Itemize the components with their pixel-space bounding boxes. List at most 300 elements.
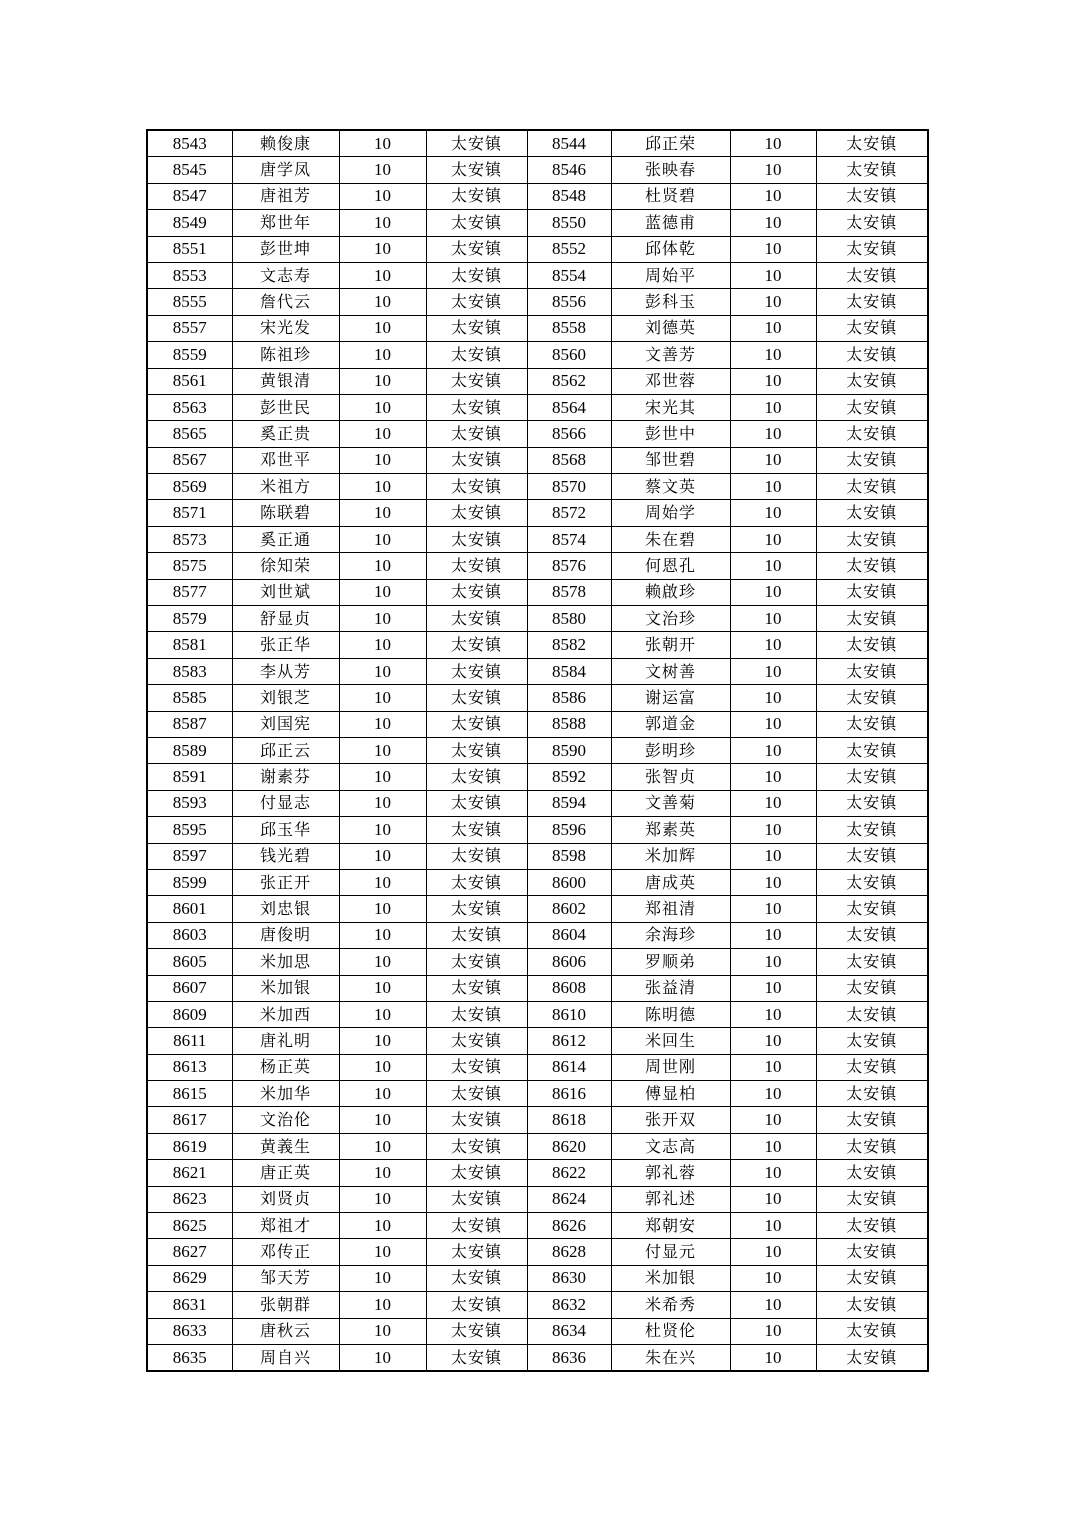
cell-id: 8610 <box>527 1001 611 1027</box>
cell-name: 周始学 <box>611 500 730 526</box>
cell-town: 太安镇 <box>426 949 527 975</box>
cell-amount: 10 <box>730 737 816 763</box>
cell-name: 米加银 <box>611 1265 730 1291</box>
cell-town: 太安镇 <box>426 632 527 658</box>
cell-town: 太安镇 <box>816 1213 928 1239</box>
cell-town: 太安镇 <box>816 1186 928 1212</box>
cell-id: 8570 <box>527 474 611 500</box>
cell-name: 杜贤碧 <box>611 183 730 209</box>
cell-town: 太安镇 <box>426 975 527 1001</box>
cell-id: 8636 <box>527 1344 611 1371</box>
cell-amount: 10 <box>339 1001 426 1027</box>
cell-name: 钱光碧 <box>232 843 339 869</box>
cell-name: 舒显贞 <box>232 606 339 632</box>
table-row <box>147 869 928 895</box>
cell-amount: 10 <box>339 579 426 605</box>
cell-name: 彭世中 <box>611 421 730 447</box>
cell-town: 太安镇 <box>816 1028 928 1054</box>
cell-amount: 10 <box>730 869 816 895</box>
records-table <box>146 129 929 1372</box>
cell-amount: 10 <box>730 764 816 790</box>
cell-town: 太安镇 <box>426 183 527 209</box>
cell-amount: 10 <box>339 817 426 843</box>
cell-town: 太安镇 <box>816 157 928 183</box>
cell-amount: 10 <box>730 474 816 500</box>
cell-town: 太安镇 <box>426 1239 527 1265</box>
cell-id: 8613 <box>147 1054 232 1080</box>
cell-id: 8622 <box>527 1160 611 1186</box>
cell-name: 郭礼述 <box>611 1186 730 1212</box>
cell-amount: 10 <box>339 711 426 737</box>
cell-name: 邹世碧 <box>611 447 730 473</box>
cell-id: 8630 <box>527 1265 611 1291</box>
cell-town: 太安镇 <box>426 817 527 843</box>
cell-town: 太安镇 <box>426 1107 527 1133</box>
cell-town: 太安镇 <box>426 368 527 394</box>
cell-id: 8617 <box>147 1107 232 1133</box>
cell-id: 8612 <box>527 1028 611 1054</box>
cell-town: 太安镇 <box>426 130 527 157</box>
cell-name: 文善菊 <box>611 790 730 816</box>
cell-id: 8602 <box>527 896 611 922</box>
cell-amount: 10 <box>730 1107 816 1133</box>
cell-amount: 10 <box>730 394 816 420</box>
cell-town: 太安镇 <box>816 342 928 368</box>
cell-name: 宋光发 <box>232 315 339 341</box>
cell-town: 太安镇 <box>816 262 928 288</box>
table-row <box>147 1001 928 1027</box>
cell-name: 郑素英 <box>611 817 730 843</box>
cell-town: 太安镇 <box>816 790 928 816</box>
cell-town: 太安镇 <box>816 632 928 658</box>
cell-id: 8633 <box>147 1318 232 1344</box>
cell-town: 太安镇 <box>426 737 527 763</box>
cell-town: 太安镇 <box>816 579 928 605</box>
table-row <box>147 183 928 209</box>
cell-name: 彭科玉 <box>611 289 730 315</box>
cell-amount: 10 <box>339 1265 426 1291</box>
cell-id: 8571 <box>147 500 232 526</box>
cell-amount: 10 <box>730 1081 816 1107</box>
cell-town: 太安镇 <box>426 210 527 236</box>
cell-name: 谢素芬 <box>232 764 339 790</box>
cell-town: 太安镇 <box>426 342 527 368</box>
cell-amount: 10 <box>339 183 426 209</box>
cell-name: 谢运富 <box>611 685 730 711</box>
cell-name: 郑朝安 <box>611 1213 730 1239</box>
cell-town: 太安镇 <box>816 1160 928 1186</box>
cell-amount: 10 <box>339 1081 426 1107</box>
cell-town: 太安镇 <box>816 289 928 315</box>
cell-id: 8601 <box>147 896 232 922</box>
cell-amount: 10 <box>730 790 816 816</box>
cell-name: 唐祖芳 <box>232 183 339 209</box>
cell-town: 太安镇 <box>426 447 527 473</box>
cell-amount: 10 <box>730 183 816 209</box>
cell-name: 张益清 <box>611 975 730 1001</box>
table-row <box>147 236 928 262</box>
cell-id: 8592 <box>527 764 611 790</box>
cell-town: 太安镇 <box>426 1133 527 1159</box>
cell-town: 太安镇 <box>426 1213 527 1239</box>
cell-id: 8544 <box>527 130 611 157</box>
cell-id: 8590 <box>527 737 611 763</box>
cell-town: 太安镇 <box>426 711 527 737</box>
cell-amount: 10 <box>730 526 816 552</box>
cell-name: 邱正荣 <box>611 130 730 157</box>
cell-name: 文志寿 <box>232 262 339 288</box>
table-row <box>147 474 928 500</box>
cell-town: 太安镇 <box>426 1081 527 1107</box>
cell-id: 8548 <box>527 183 611 209</box>
cell-name: 张智贞 <box>611 764 730 790</box>
cell-name: 米加华 <box>232 1081 339 1107</box>
cell-id: 8581 <box>147 632 232 658</box>
cell-id: 8587 <box>147 711 232 737</box>
cell-name: 文治珍 <box>611 606 730 632</box>
cell-id: 8628 <box>527 1239 611 1265</box>
cell-amount: 10 <box>730 1292 816 1318</box>
cell-name: 张朝开 <box>611 632 730 658</box>
cell-town: 太安镇 <box>816 606 928 632</box>
cell-name: 郑世年 <box>232 210 339 236</box>
table-row <box>147 658 928 684</box>
cell-amount: 10 <box>339 342 426 368</box>
cell-id: 8566 <box>527 421 611 447</box>
table-row <box>147 157 928 183</box>
table-row <box>147 975 928 1001</box>
cell-amount: 10 <box>339 236 426 262</box>
cell-town: 太安镇 <box>426 579 527 605</box>
cell-amount: 10 <box>730 949 816 975</box>
cell-town: 太安镇 <box>816 236 928 262</box>
cell-town: 太安镇 <box>816 1133 928 1159</box>
cell-id: 8575 <box>147 553 232 579</box>
cell-name: 奚正贵 <box>232 421 339 447</box>
cell-id: 8609 <box>147 1001 232 1027</box>
cell-amount: 10 <box>339 1239 426 1265</box>
cell-town: 太安镇 <box>816 368 928 394</box>
cell-amount: 10 <box>339 526 426 552</box>
cell-amount: 10 <box>339 843 426 869</box>
cell-amount: 10 <box>730 342 816 368</box>
table-row <box>147 606 928 632</box>
cell-amount: 10 <box>730 130 816 157</box>
table-row <box>147 394 928 420</box>
cell-name: 邱正云 <box>232 737 339 763</box>
table-row <box>147 1133 928 1159</box>
cell-name: 付显元 <box>611 1239 730 1265</box>
cell-amount: 10 <box>730 632 816 658</box>
cell-id: 8554 <box>527 262 611 288</box>
table-row <box>147 1028 928 1054</box>
cell-amount: 10 <box>339 1292 426 1318</box>
cell-amount: 10 <box>339 447 426 473</box>
cell-town: 太安镇 <box>426 553 527 579</box>
cell-amount: 10 <box>339 1160 426 1186</box>
cell-town: 太安镇 <box>816 1239 928 1265</box>
cell-amount: 10 <box>730 606 816 632</box>
cell-name: 张映春 <box>611 157 730 183</box>
cell-id: 8632 <box>527 1292 611 1318</box>
cell-name: 唐秋云 <box>232 1318 339 1344</box>
cell-amount: 10 <box>339 1107 426 1133</box>
cell-amount: 10 <box>730 1213 816 1239</box>
cell-amount: 10 <box>730 1054 816 1080</box>
cell-name: 徐知荣 <box>232 553 339 579</box>
cell-amount: 10 <box>339 1028 426 1054</box>
cell-name: 奚正通 <box>232 526 339 552</box>
cell-town: 太安镇 <box>816 1081 928 1107</box>
cell-amount: 10 <box>730 817 816 843</box>
cell-amount: 10 <box>339 1133 426 1159</box>
cell-id: 8547 <box>147 183 232 209</box>
cell-id: 8576 <box>527 553 611 579</box>
cell-name: 张朝群 <box>232 1292 339 1318</box>
cell-name: 张开双 <box>611 1107 730 1133</box>
cell-name: 刘国宪 <box>232 711 339 737</box>
cell-town: 太安镇 <box>426 1265 527 1291</box>
cell-id: 8561 <box>147 368 232 394</box>
cell-amount: 10 <box>339 869 426 895</box>
cell-id: 8557 <box>147 315 232 341</box>
cell-town: 太安镇 <box>816 1001 928 1027</box>
cell-town: 太安镇 <box>426 843 527 869</box>
cell-town: 太安镇 <box>426 315 527 341</box>
table-row <box>147 737 928 763</box>
cell-town: 太安镇 <box>816 1344 928 1371</box>
cell-amount: 10 <box>339 289 426 315</box>
cell-name: 李从芳 <box>232 658 339 684</box>
table-row <box>147 421 928 447</box>
cell-town: 太安镇 <box>816 1107 928 1133</box>
cell-town: 太安镇 <box>816 764 928 790</box>
cell-name: 刘德英 <box>611 315 730 341</box>
table-row <box>147 500 928 526</box>
cell-name: 邓传正 <box>232 1239 339 1265</box>
cell-amount: 10 <box>730 553 816 579</box>
cell-town: 太安镇 <box>426 500 527 526</box>
cell-name: 陈祖珍 <box>232 342 339 368</box>
table-row <box>147 315 928 341</box>
cell-amount: 10 <box>730 658 816 684</box>
cell-id: 8556 <box>527 289 611 315</box>
cell-amount: 10 <box>339 1318 426 1344</box>
cell-amount: 10 <box>730 1344 816 1371</box>
table-row <box>147 896 928 922</box>
table-row <box>147 368 928 394</box>
cell-amount: 10 <box>339 896 426 922</box>
cell-town: 太安镇 <box>426 1001 527 1027</box>
cell-id: 8594 <box>527 790 611 816</box>
cell-town: 太安镇 <box>426 1292 527 1318</box>
table-row <box>147 1292 928 1318</box>
table-row <box>147 262 928 288</box>
cell-id: 8549 <box>147 210 232 236</box>
cell-town: 太安镇 <box>816 130 928 157</box>
cell-id: 8600 <box>527 869 611 895</box>
cell-town: 太安镇 <box>426 1028 527 1054</box>
cell-amount: 10 <box>730 1001 816 1027</box>
cell-town: 太安镇 <box>816 526 928 552</box>
cell-name: 周自兴 <box>232 1344 339 1371</box>
cell-id: 8546 <box>527 157 611 183</box>
cell-id: 8629 <box>147 1265 232 1291</box>
cell-id: 8620 <box>527 1133 611 1159</box>
cell-id: 8616 <box>527 1081 611 1107</box>
cell-id: 8578 <box>527 579 611 605</box>
table-row <box>147 342 928 368</box>
cell-amount: 10 <box>339 421 426 447</box>
cell-amount: 10 <box>730 711 816 737</box>
cell-town: 太安镇 <box>426 606 527 632</box>
table-row <box>147 553 928 579</box>
cell-town: 太安镇 <box>816 843 928 869</box>
cell-amount: 10 <box>339 1344 426 1371</box>
cell-amount: 10 <box>339 764 426 790</box>
cell-amount: 10 <box>730 1028 816 1054</box>
cell-id: 8624 <box>527 1186 611 1212</box>
cell-id: 8574 <box>527 526 611 552</box>
cell-name: 郑祖才 <box>232 1213 339 1239</box>
cell-id: 8585 <box>147 685 232 711</box>
table-row <box>147 579 928 605</box>
cell-town: 太安镇 <box>816 737 928 763</box>
cell-amount: 10 <box>730 236 816 262</box>
cell-town: 太安镇 <box>426 1318 527 1344</box>
cell-town: 太安镇 <box>426 289 527 315</box>
cell-town: 太安镇 <box>816 1292 928 1318</box>
cell-id: 8631 <box>147 1292 232 1318</box>
cell-name: 蔡文英 <box>611 474 730 500</box>
cell-id: 8625 <box>147 1213 232 1239</box>
table-row <box>147 922 928 948</box>
cell-id: 8608 <box>527 975 611 1001</box>
cell-amount: 10 <box>730 447 816 473</box>
cell-name: 杨正英 <box>232 1054 339 1080</box>
cell-name: 文志高 <box>611 1133 730 1159</box>
cell-id: 8619 <box>147 1133 232 1159</box>
cell-town: 太安镇 <box>426 394 527 420</box>
table-row <box>147 210 928 236</box>
cell-id: 8589 <box>147 737 232 763</box>
cell-name: 赖俊康 <box>232 130 339 157</box>
cell-amount: 10 <box>730 1265 816 1291</box>
table-row <box>147 130 928 157</box>
cell-name: 邱体乾 <box>611 236 730 262</box>
cell-amount: 10 <box>339 262 426 288</box>
table-row <box>147 790 928 816</box>
table-row <box>147 1160 928 1186</box>
cell-amount: 10 <box>339 157 426 183</box>
cell-id: 8577 <box>147 579 232 605</box>
cell-name: 唐礼明 <box>232 1028 339 1054</box>
cell-town: 太安镇 <box>816 1054 928 1080</box>
cell-id: 8573 <box>147 526 232 552</box>
cell-name: 张正开 <box>232 869 339 895</box>
cell-id: 8572 <box>527 500 611 526</box>
cell-name: 文善芳 <box>611 342 730 368</box>
cell-amount: 10 <box>730 1239 816 1265</box>
cell-name: 周始平 <box>611 262 730 288</box>
cell-name: 傅显柏 <box>611 1081 730 1107</box>
cell-id: 8567 <box>147 447 232 473</box>
cell-id: 8634 <box>527 1318 611 1344</box>
table-row <box>147 1107 928 1133</box>
cell-amount: 10 <box>339 1186 426 1212</box>
cell-id: 8583 <box>147 658 232 684</box>
cell-id: 8550 <box>527 210 611 236</box>
cell-amount: 10 <box>339 553 426 579</box>
cell-town: 太安镇 <box>816 553 928 579</box>
cell-town: 太安镇 <box>816 394 928 420</box>
cell-town: 太安镇 <box>816 1265 928 1291</box>
cell-amount: 10 <box>730 843 816 869</box>
table-row <box>147 1186 928 1212</box>
table-row <box>147 526 928 552</box>
cell-id: 8618 <box>527 1107 611 1133</box>
cell-id: 8604 <box>527 922 611 948</box>
cell-id: 8635 <box>147 1344 232 1371</box>
cell-name: 刘贤贞 <box>232 1186 339 1212</box>
cell-id: 8562 <box>527 368 611 394</box>
cell-name: 赖啟珍 <box>611 579 730 605</box>
cell-town: 太安镇 <box>816 1318 928 1344</box>
cell-name: 米回生 <box>611 1028 730 1054</box>
cell-id: 8593 <box>147 790 232 816</box>
cell-name: 唐成英 <box>611 869 730 895</box>
cell-name: 彭世坤 <box>232 236 339 262</box>
cell-amount: 10 <box>339 737 426 763</box>
cell-town: 太安镇 <box>816 817 928 843</box>
cell-name: 郭礼蓉 <box>611 1160 730 1186</box>
cell-town: 太安镇 <box>816 685 928 711</box>
cell-id: 8584 <box>527 658 611 684</box>
cell-amount: 10 <box>339 1213 426 1239</box>
table-row <box>147 289 928 315</box>
cell-town: 太安镇 <box>426 157 527 183</box>
cell-amount: 10 <box>339 790 426 816</box>
cell-id: 8614 <box>527 1054 611 1080</box>
cell-amount: 10 <box>730 262 816 288</box>
cell-amount: 10 <box>730 1133 816 1159</box>
cell-town: 太安镇 <box>426 869 527 895</box>
cell-town: 太安镇 <box>816 210 928 236</box>
cell-amount: 10 <box>730 315 816 341</box>
cell-name: 米加辉 <box>611 843 730 869</box>
cell-amount: 10 <box>339 1054 426 1080</box>
cell-id: 8579 <box>147 606 232 632</box>
cell-town: 太安镇 <box>816 949 928 975</box>
cell-town: 太安镇 <box>816 658 928 684</box>
cell-town: 太安镇 <box>816 975 928 1001</box>
cell-name: 文树善 <box>611 658 730 684</box>
cell-amount: 10 <box>339 922 426 948</box>
cell-amount: 10 <box>339 632 426 658</box>
cell-id: 8569 <box>147 474 232 500</box>
cell-name: 蓝德甫 <box>611 210 730 236</box>
cell-name: 宋光其 <box>611 394 730 420</box>
cell-amount: 10 <box>339 500 426 526</box>
cell-town: 太安镇 <box>816 922 928 948</box>
cell-name: 朱在碧 <box>611 526 730 552</box>
cell-name: 邓世蓉 <box>611 368 730 394</box>
cell-name: 黄義生 <box>232 1133 339 1159</box>
table-row <box>147 1318 928 1344</box>
cell-id: 8551 <box>147 236 232 262</box>
cell-amount: 10 <box>339 606 426 632</box>
cell-name: 张正华 <box>232 632 339 658</box>
